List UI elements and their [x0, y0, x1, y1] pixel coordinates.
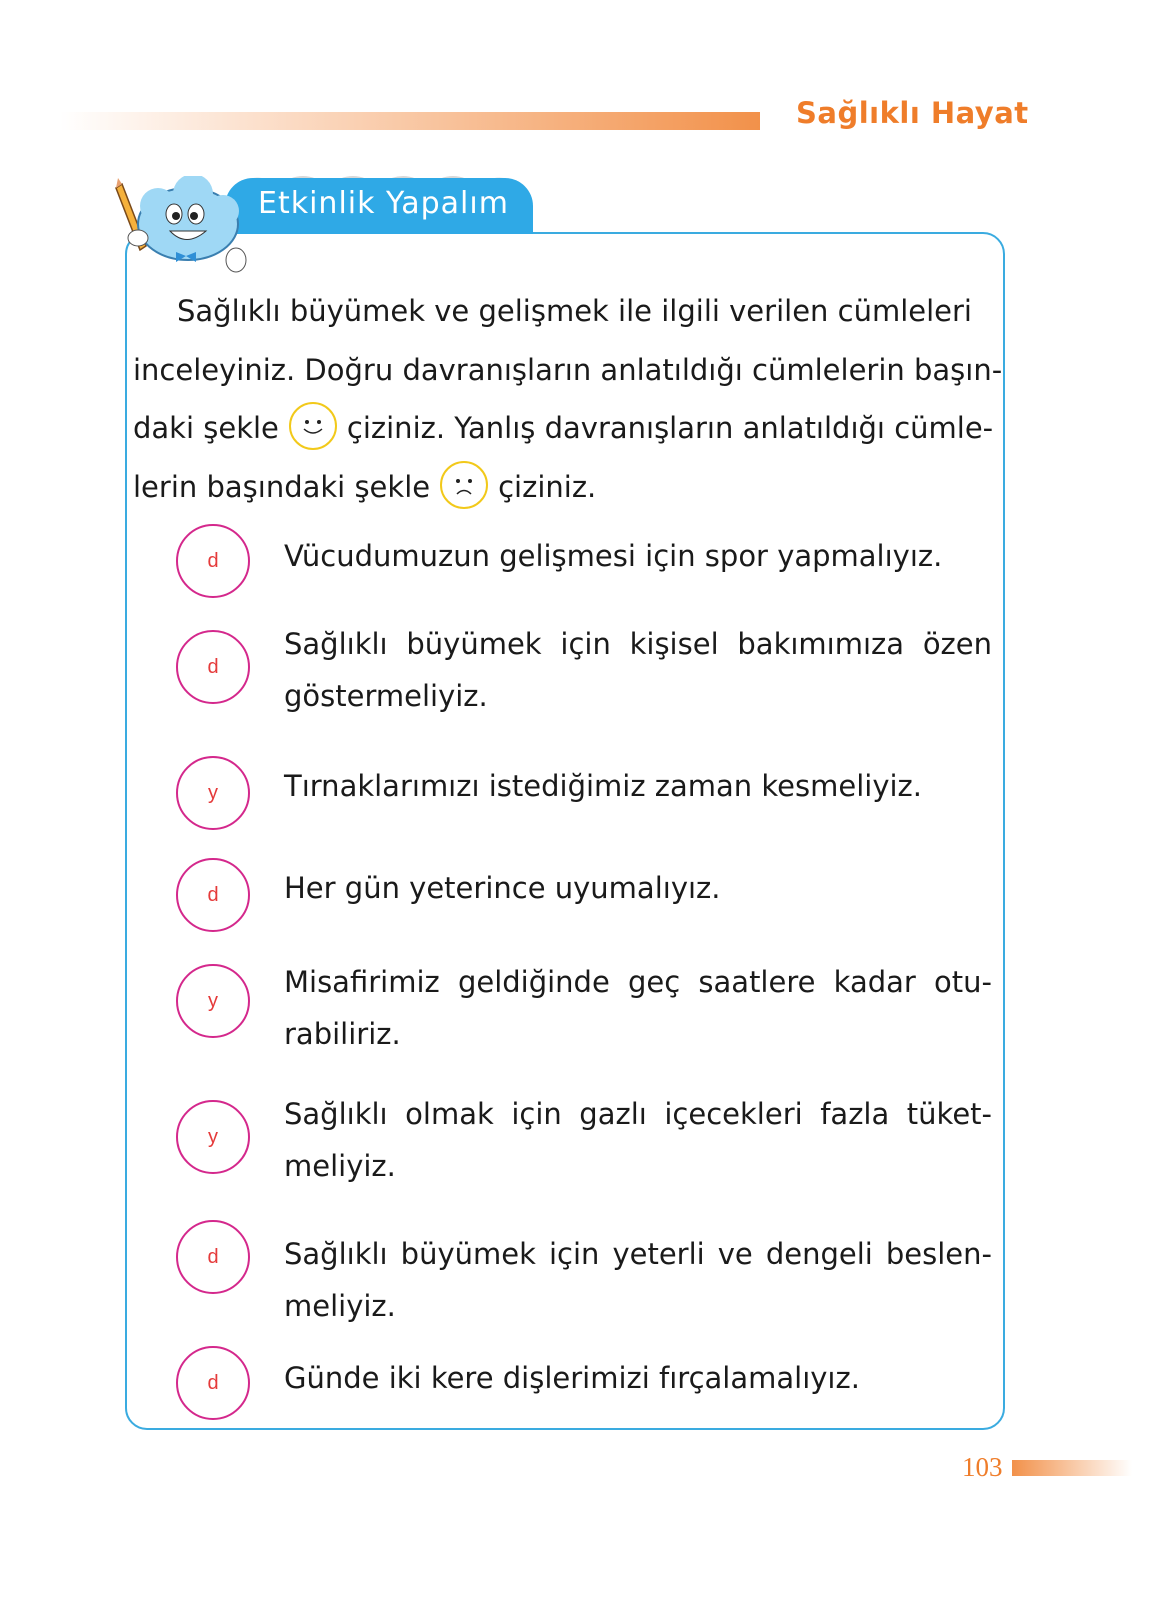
statement-text: Misafirimiz geldiğinde geç saatlere kadar otu-rabiliriz.	[284, 965, 992, 1051]
instructions	[133, 282, 1003, 516]
statement-text: Sağlıklı büyümek için kişisel bakımımıza özen göstermeliyiz.	[284, 627, 992, 713]
page-number: 103	[962, 1452, 1003, 1482]
answer-circle[interactable]: d	[176, 630, 250, 704]
answer-circle[interactable]: d	[176, 1346, 250, 1420]
smiley-face-icon	[289, 402, 337, 450]
instruction-line: lerin başındaki şekle çiziniz.	[133, 458, 991, 517]
answer-circle[interactable]: d	[176, 524, 250, 598]
footer-gradient-bar	[1012, 1460, 1132, 1476]
instruction-line: inceleyiniz. Doğru davranışların anlatıldığı cümlelerin başın-	[133, 352, 1003, 387]
statement-text: Sağlıklı olmak için gazlı içecekleri fazla tüket-meliyiz.	[284, 1097, 992, 1183]
answer-circle[interactable]: d	[176, 1220, 250, 1294]
statement-text: Tırnaklarımızı istediğimiz zaman kesmeliyiz.	[284, 769, 922, 803]
cloud-mascot-icon	[108, 176, 258, 276]
instruction-line: daki şekle çiziniz. Yanlış davranışların anlatıldığı cümle-	[133, 399, 991, 458]
answer-circle[interactable]: d	[176, 858, 250, 932]
statement-text: Günde iki kere dişlerimizi fırçalamalıyız.	[284, 1361, 860, 1395]
statement-text: Vücudumuzun gelişmesi için spor yapmalıyız.	[284, 539, 943, 573]
sad-face-icon	[440, 461, 488, 509]
answer-circle[interactable]: y	[176, 756, 250, 830]
statement-text: Sağlıklı büyümek için yeterli ve dengeli beslen-meliyiz.	[284, 1237, 992, 1323]
section-title: Sağlıklı Hayat	[796, 96, 1029, 130]
answer-circle[interactable]: y	[176, 1100, 250, 1174]
statement-text: Her gün yeterince uyumalıyız.	[284, 871, 721, 905]
activity-title: Etkinlik Yapalım	[258, 186, 509, 221]
answer-circle[interactable]: y	[176, 964, 250, 1038]
header-gradient-bar	[60, 112, 760, 130]
instruction-line: Sağlıklı büyümek ve gelişmek ile ilgili verilen cümleleri	[177, 294, 972, 328]
